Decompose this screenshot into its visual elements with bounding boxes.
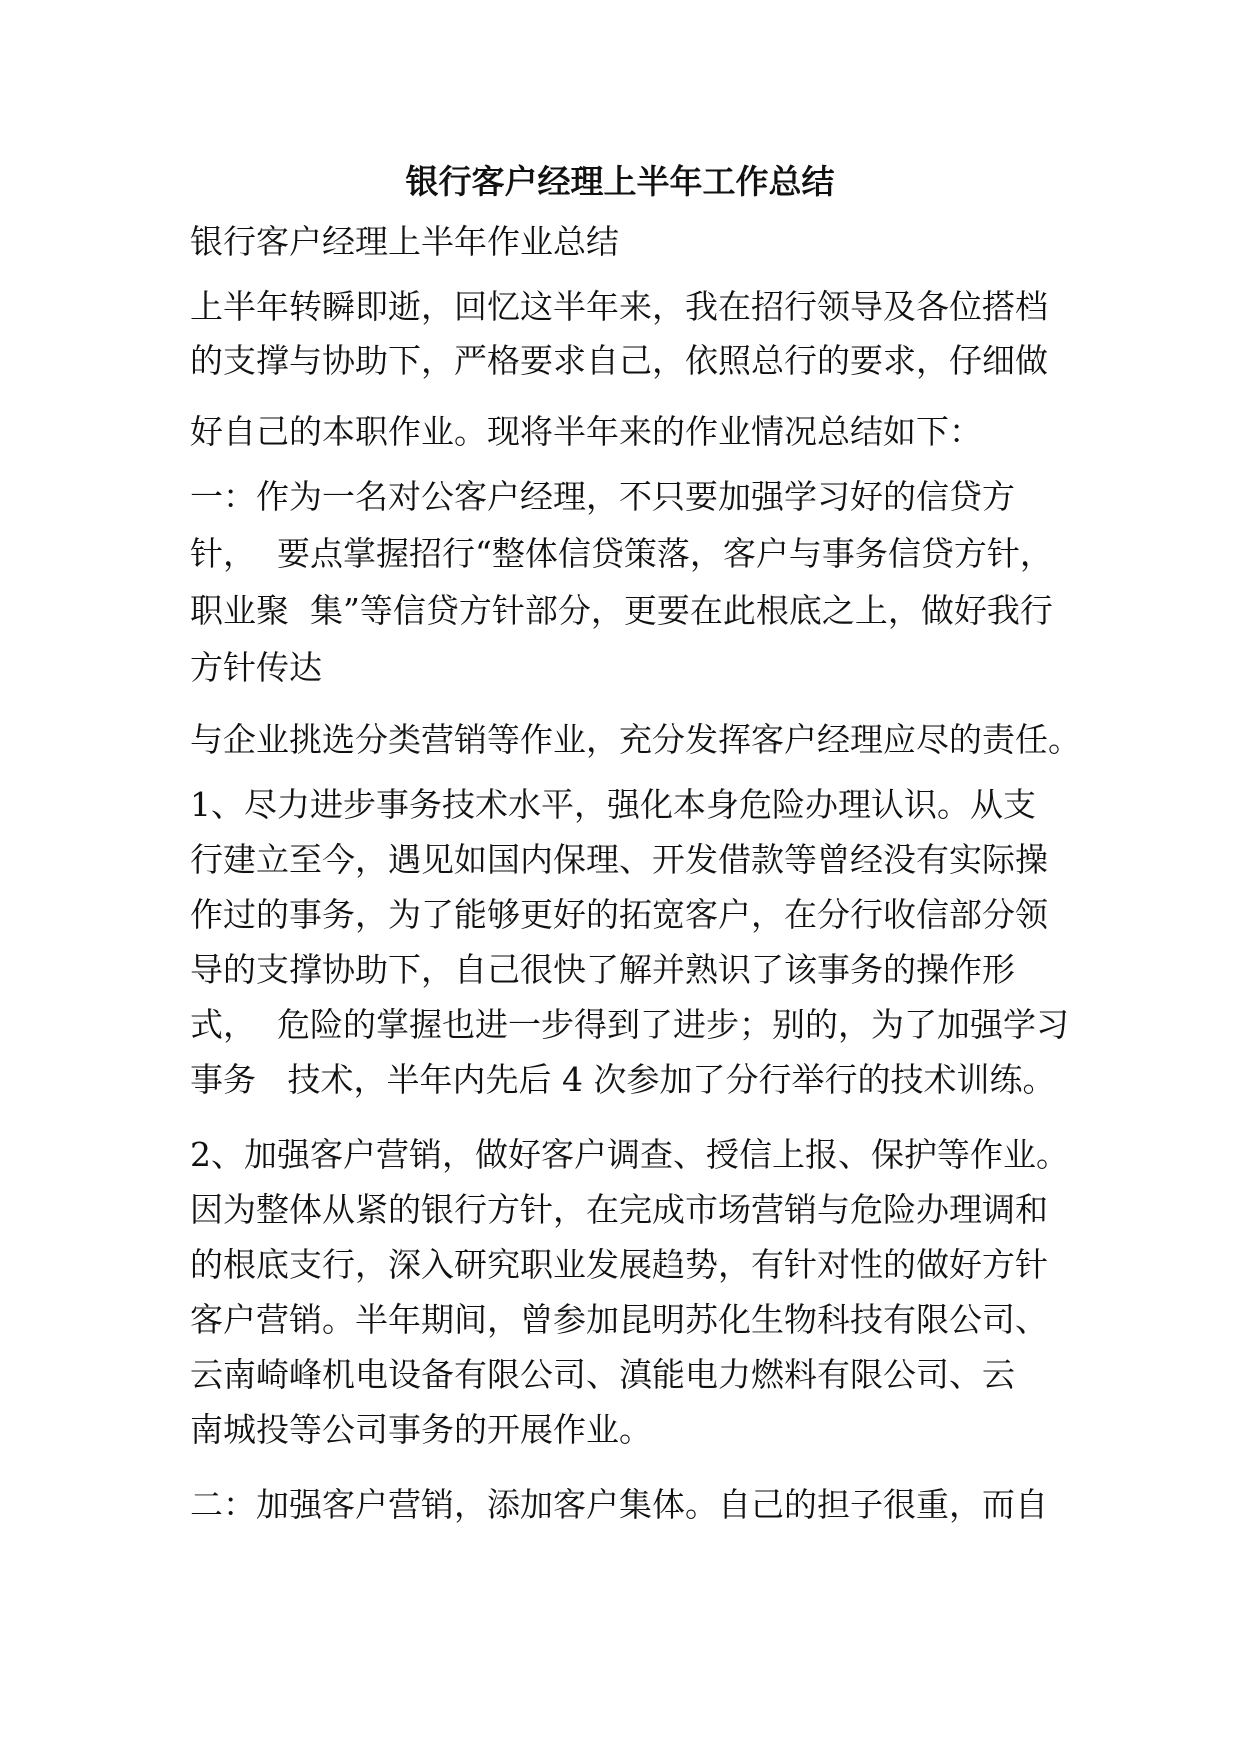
text-line-3: 的支撑与协助下，严格要求自己，依照总行的要求，仔细做	[190, 341, 1048, 380]
text-line-5: 一：作为一名对公客户经理，不只要加强学习好的信贷方	[190, 477, 1015, 516]
text-line-1: 银行客户经理上半年作业总结	[190, 222, 619, 261]
text-line-10: 1、尽力进步事务技术水平，强化本身危险办理认识。从支	[190, 785, 1036, 824]
text-line-18: 的根底支行，深入研究职业发展趋势，有针对性的做好方针	[190, 1245, 1048, 1284]
text-line-22: 二：加强客户营销，添加客户集体。自己的担子很重，而自	[190, 1485, 1048, 1524]
text-line-2: 上半年转瞬即逝，回忆这半年来，我在招行领导及各位搭档	[190, 287, 1048, 326]
text-line-15: 事务 技术，半年内先后 4 次参加了分行举行的技术训练。	[190, 1060, 1056, 1099]
text-line-20: 云南崎峰机电设备有限公司、滇能电力燃料有限公司、云	[190, 1355, 1015, 1394]
text-line-8: 方针传达	[190, 648, 322, 687]
text-line-12: 作过的事务，为了能够更好的拓宽客户，在分行收信部分领	[190, 895, 1048, 934]
text-line-21: 南城投等公司事务的开展作业。	[190, 1410, 652, 1449]
document-title: 银行客户经理上半年工作总结	[405, 162, 835, 201]
text-line-19: 客户营销。半年期间，曾参加昆明苏化生物科技有限公司、	[190, 1300, 1048, 1339]
text-line-9: 与企业挑选分类营销等作业，充分发挥客户经理应尽的责任。	[190, 720, 1081, 759]
text-line-17: 因为整体从紧的银行方针，在完成市场营销与危险办理调和	[190, 1190, 1048, 1229]
text-line-7: 职业聚 集”等信贷方针部分，更要在此根底之上，做好我行	[190, 591, 1053, 630]
text-line-6: 针， 要点掌握招行“整体信贷策落，客户与事务信贷方针，	[190, 534, 1053, 573]
text-line-13: 导的支撑协助下，自己很快了解并熟识了该事务的操作形	[190, 950, 1015, 989]
text-line-14: 式， 危险的掌握也进一步得到了进步；别的，为了加强学习	[190, 1005, 1069, 1044]
text-line-16: 2、加强客户营销，做好客户调查、授信上报、保护等作业。	[190, 1135, 1069, 1174]
text-line-11: 行建立至今，遇见如国内保理、开发借款等曾经没有实际操	[190, 840, 1048, 879]
text-line-4: 好自己的本职作业。现将半年来的作业情况总结如下：	[190, 412, 982, 451]
